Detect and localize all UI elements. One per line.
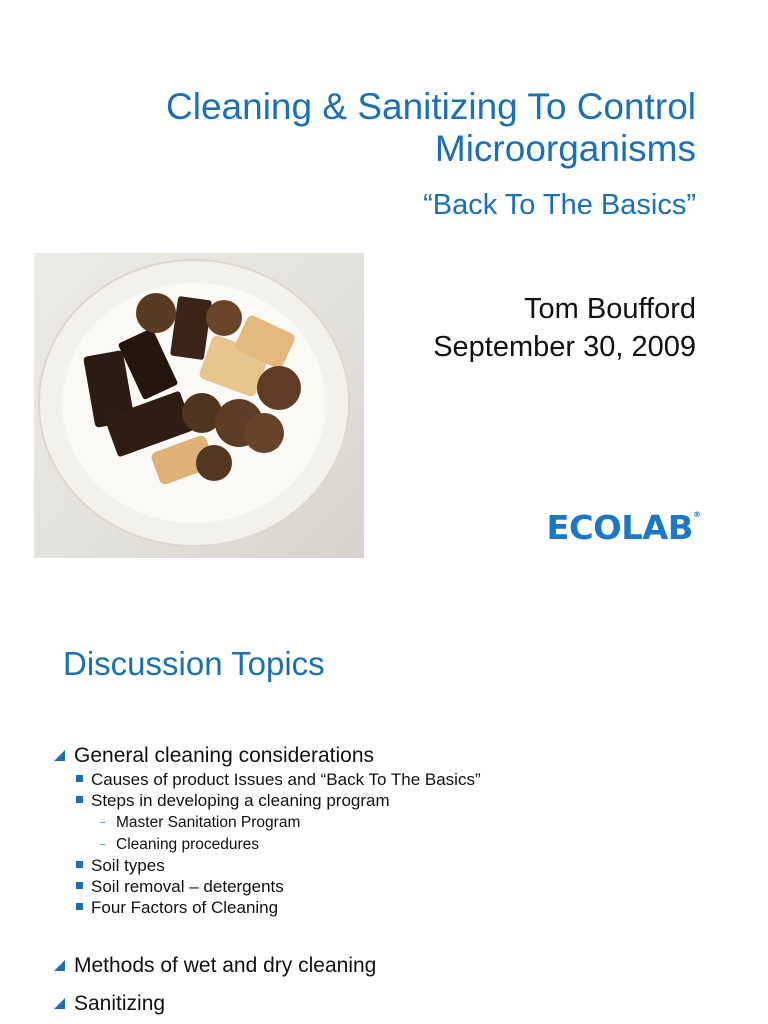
presenter-name: Tom Boufford — [524, 293, 696, 325]
presenter-block — [336, 290, 696, 366]
triangle-bullet-icon — [54, 960, 65, 971]
title-line-1: Cleaning & Sanitizing To Control — [166, 86, 696, 127]
ecolab-logo: ECOLAB® — [546, 508, 701, 547]
square-bullet-icon — [76, 882, 83, 889]
discussion-title: Discussion Topics — [63, 645, 325, 682]
subsubtopic-label: Cleaning procedures — [116, 836, 260, 853]
square-bullet-icon — [76, 903, 83, 910]
subtopic-label: Soil removal – detergents — [91, 877, 284, 896]
topic-label: Sanitizing — [74, 992, 166, 1015]
title-line-2: Microorganisms — [434, 128, 696, 169]
topic-sanitizing — [54, 992, 165, 1016]
subtopic-soil-types — [76, 856, 165, 876]
subsubtopic-cleaning-procedures — [100, 836, 259, 854]
subsubtopic-master-sanitation — [100, 814, 300, 832]
square-bullet-icon — [76, 796, 83, 803]
dash-bullet-icon: – — [100, 817, 106, 828]
square-bullet-icon — [76, 775, 83, 782]
dash-bullet-icon: – — [100, 839, 106, 850]
slide-title — [96, 86, 696, 170]
topic-label: General cleaning considerations — [74, 744, 375, 767]
presentation-date: September 30, 2009 — [433, 331, 696, 363]
subtopic-four-factors — [76, 898, 278, 918]
subtopic-soil-removal — [76, 877, 284, 897]
topic-general-cleaning — [54, 744, 374, 768]
subtopic-label: Four Factors of Cleaning — [91, 898, 279, 917]
subtopic-label: Soil types — [91, 856, 165, 875]
subtopic-causes — [76, 770, 481, 790]
subtopic-label: Causes of product Issues and “Back To The Basics” — [91, 770, 481, 789]
pastry-plate-photo — [34, 253, 364, 558]
subtopic-steps — [76, 791, 390, 811]
triangle-bullet-icon — [54, 998, 65, 1009]
discussion-slide — [0, 600, 768, 1024]
subsubtopic-label: Master Sanitation Program — [116, 814, 301, 831]
topic-label: Methods of wet and dry cleaning — [74, 954, 377, 977]
subtopic-label: Steps in developing a cleaning program — [91, 791, 390, 810]
slide-subtitle: “Back To The Basics” — [423, 189, 696, 221]
triangle-bullet-icon — [54, 750, 65, 761]
square-bullet-icon — [76, 861, 83, 868]
topic-wet-dry-cleaning — [54, 954, 376, 978]
